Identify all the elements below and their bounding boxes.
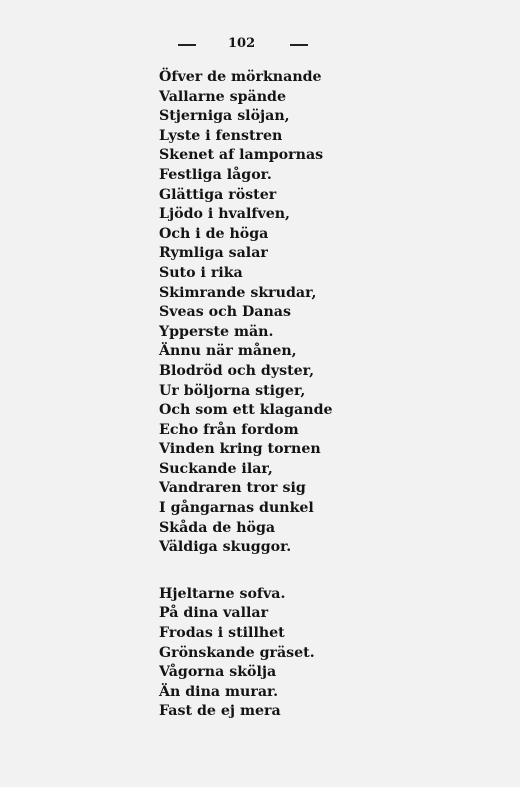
poem-line: Ännu när månen, (159, 343, 297, 360)
header-ornament-left (178, 44, 196, 46)
poem-line: Skåda de höga (159, 519, 276, 536)
poem-line: Echo från fordom (159, 421, 299, 438)
poem-line: Vågorna skölja (159, 664, 277, 681)
poem-line: Vandraren tror sig (159, 480, 306, 497)
stanza-1 (159, 68, 333, 558)
poem-line: Rymliga salar (159, 245, 268, 262)
poem-line: Ypperste män. (159, 323, 274, 340)
poem-line: Hjeltarne sofva. (159, 585, 286, 602)
poem-text (159, 68, 333, 722)
poem-line: I gångarnas dunkel (159, 500, 314, 517)
stanza-break (159, 558, 333, 585)
poem-line: Fast de ej mera (159, 703, 281, 720)
poem-line: Skenet af lampornas (159, 147, 324, 164)
poem-line: Festliga lågor. (159, 166, 272, 183)
poem-line: Suto i rika (159, 264, 243, 281)
poem-line: På dina vallar (159, 605, 269, 622)
poem-line: Och i de höga (159, 225, 269, 242)
stanza-2 (159, 585, 333, 722)
poem-line: Suckande ilar, (159, 460, 273, 477)
poem-line: Skimrande skrudar, (159, 284, 317, 301)
page-header (170, 36, 320, 56)
poem-line: Än dina murar. (159, 683, 279, 700)
poem-line: Ur böljorna stiger, (159, 382, 306, 399)
page-number: 102 (228, 36, 256, 51)
poem-line: Stjerniga slöjan, (159, 108, 290, 125)
poem-line: Blodröd och dyster, (159, 362, 315, 379)
poem-line: Ljödo i hvalfven, (159, 206, 290, 223)
poem-line: Glättiga röster (159, 186, 277, 203)
poem-line: Öfver de mörknande (159, 69, 322, 85)
poem-line: Lyste i fenstren (159, 127, 283, 144)
poem-line: Frodas i stillhet (159, 625, 285, 642)
poem-line: Sveas och Danas (159, 304, 291, 321)
poem-line: Vinden kring tornen (159, 441, 321, 458)
poem-line: Grönskande gräset. (159, 644, 315, 661)
header-ornament-right (290, 44, 308, 46)
poem-line: Och som ett klagande (159, 402, 333, 419)
poem-line: Väldiga skuggor. (159, 539, 292, 556)
poem-line: Vallarne spände (159, 88, 286, 105)
